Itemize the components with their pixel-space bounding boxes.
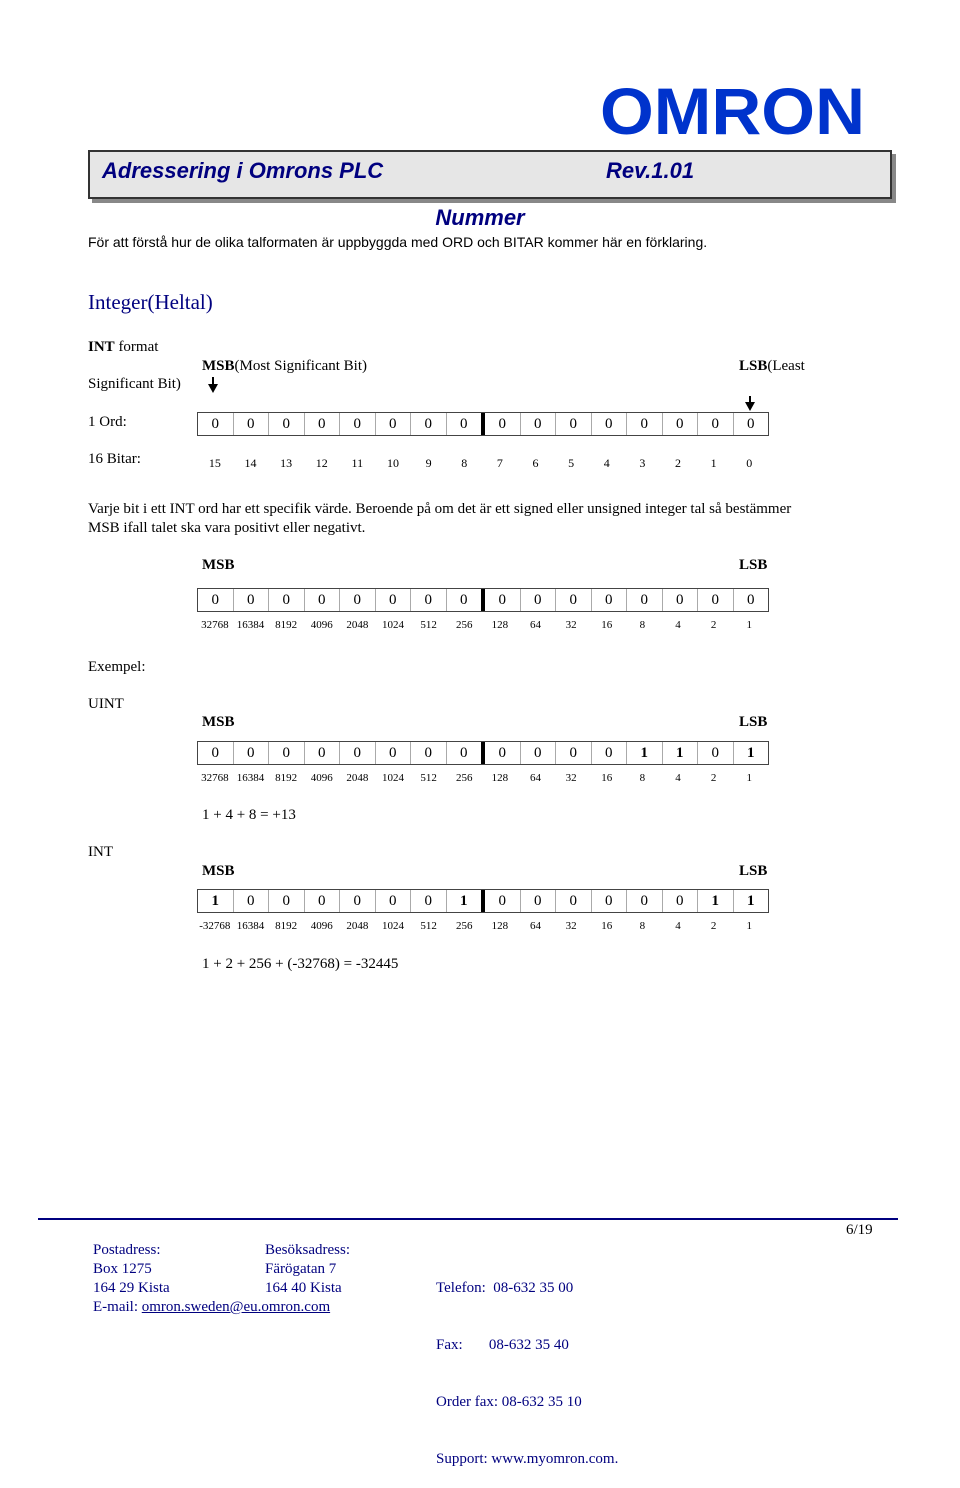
bit-weight: 1024: [381, 772, 404, 784]
bit-position: 15: [208, 456, 221, 470]
bit-cell: 0: [698, 413, 734, 435]
bit-cell: 0: [627, 413, 663, 435]
bit-weight: 512: [420, 619, 437, 631]
bit-weight: -32768: [199, 920, 231, 932]
paragraph-line-2: MSB ifall talet ska vara positivt eller negativt.: [88, 520, 366, 536]
bit-cell: 0: [305, 742, 341, 764]
bit-cell: 1: [447, 890, 486, 912]
bit-row-uint: [197, 741, 769, 765]
bit-cell: 1: [627, 742, 663, 764]
uint-label: UINT: [88, 696, 124, 712]
bit-weight: 64: [529, 619, 541, 631]
bitar-label: 16 Bitar:: [88, 451, 141, 467]
bit-weight: 8: [639, 772, 646, 784]
bit-cell: 0: [376, 413, 412, 435]
bit-row-int: [197, 889, 769, 913]
bit-weight: 16384: [236, 772, 265, 784]
bit-position: 1: [710, 456, 717, 470]
msb-arrow-icon: [208, 384, 218, 393]
bit-cell: 0: [485, 890, 521, 912]
bit-position: 3: [639, 456, 646, 470]
bit-weight: 2048: [346, 772, 369, 784]
bit-cell: 0: [556, 890, 592, 912]
bit-cell: 0: [376, 890, 412, 912]
bit-cell: 0: [521, 742, 557, 764]
bit-weight: 4096: [310, 619, 333, 631]
section-title: Nummer: [435, 205, 525, 230]
bit-weight: 128: [491, 920, 509, 932]
bit-cell: 0: [269, 413, 305, 435]
lsb-description: [739, 358, 805, 375]
bit-cell: 1: [663, 742, 699, 764]
bit-position: 12: [315, 456, 328, 470]
footer-fax: Fax: 08-632 35 40: [436, 1337, 569, 1353]
bit-cell: 0: [747, 416, 755, 432]
bit-cell: 1: [747, 893, 755, 909]
document-title: Adressering i Omrons PLC: [102, 158, 384, 183]
bit-cell: 0: [411, 742, 447, 764]
bit-weight: 512: [420, 920, 437, 932]
bit-position: 0: [746, 456, 753, 470]
int-sum: 1 + 2 + 256 + (-32768) = -32445: [202, 956, 399, 972]
bit-row-word: [197, 412, 769, 436]
bit-weight: 8: [639, 619, 646, 631]
lsb-arrow-icon: [745, 402, 755, 411]
bit-weight: 2048: [346, 619, 369, 631]
bit-cell: 0: [521, 413, 557, 435]
bit-cell: 0: [269, 742, 305, 764]
footer-visit-street: Färögatan 7: [265, 1261, 337, 1277]
footer-email-line: [93, 1298, 330, 1317]
bit-weight: 1: [746, 772, 752, 784]
uint-lsb-label: LSB: [739, 714, 768, 730]
bit-cell: 0: [592, 742, 628, 764]
bit-cell: 0: [663, 589, 699, 611]
footer-postal-city: 164 29 Kista: [93, 1280, 170, 1296]
bit-cell: 0: [485, 589, 521, 611]
bit-cell: 0: [198, 589, 234, 611]
bit-row-weights: [197, 588, 769, 612]
footer-visit: [265, 1241, 350, 1298]
bit-cell: 0: [698, 742, 734, 764]
int-format-rest: format: [114, 339, 159, 355]
int-lsb-label: LSB: [739, 863, 768, 879]
bit-position: 14: [244, 456, 257, 470]
bit-cell: 1: [198, 890, 234, 912]
bit-weight: 8192: [275, 920, 298, 932]
intro-text: För att förstå hur de olika talformaten är uppbyggda med ORD och BITAR kommer här en förklaring.: [88, 234, 708, 250]
bit-cell: 0: [376, 742, 412, 764]
page-number: 6/19: [846, 1222, 873, 1238]
bit-weight: 32: [565, 920, 577, 932]
bit-cell: 0: [198, 742, 234, 764]
bit-weight: 2: [710, 619, 717, 631]
bit-cell: 0: [592, 413, 628, 435]
msb-description: [202, 358, 367, 375]
footer-contact: [436, 1241, 618, 1488]
bit-cell: 0: [485, 742, 521, 764]
exempel-label: Exempel:: [88, 659, 146, 675]
int-format-label: [88, 339, 158, 356]
bit-cell: 0: [556, 413, 592, 435]
bit-cell: 0: [627, 589, 663, 611]
int-label: INT: [88, 844, 113, 860]
bit-cell: 0: [340, 890, 376, 912]
footer-order-fax: Order fax: 08-632 35 10: [436, 1394, 582, 1410]
bit-cell: 0: [663, 413, 699, 435]
int-format-bold: INT: [88, 339, 115, 355]
lsb-label: LSB: [739, 557, 768, 573]
bit-weight: 256: [455, 772, 473, 784]
bit-weight: 32768: [201, 619, 229, 631]
bit-cell: 0: [269, 890, 305, 912]
bit-cell: 1: [747, 745, 755, 761]
bit-cell: 0: [556, 589, 592, 611]
bit-cell: 0: [747, 592, 755, 608]
bit-cell: 0: [485, 413, 521, 435]
significant-bit-label: Significant Bit): [88, 376, 181, 392]
bit-weight: 512: [420, 772, 437, 784]
bit-cell: 0: [234, 413, 270, 435]
bit-weight: 128: [491, 619, 509, 631]
bit-weight: 16: [601, 920, 613, 932]
bit-cell: 0: [447, 413, 486, 435]
bit-position: 11: [351, 456, 364, 470]
uint-sum: 1 + 4 + 8 = +13: [202, 807, 296, 823]
bit-cell: 0: [592, 589, 628, 611]
bit-weight: 8192: [275, 772, 298, 784]
bit-cell: 0: [411, 589, 447, 611]
bit-weight: 2: [710, 772, 717, 784]
bit-position: 8: [461, 456, 468, 470]
bit-cell: 0: [376, 589, 412, 611]
bit-cell: 0: [234, 742, 270, 764]
bit-cell: 0: [556, 742, 592, 764]
weight-row: [197, 619, 767, 631]
bit-cell: 0: [411, 890, 447, 912]
bit-weight: 16: [601, 772, 613, 784]
bit-weight: 1024: [381, 920, 404, 932]
footer-divider: [38, 1218, 898, 1220]
int-msb-label: MSB: [202, 863, 235, 879]
uint-msb-label: MSB: [202, 714, 235, 730]
bit-weight: 2: [710, 920, 717, 932]
logo-text: OMRON: [600, 82, 865, 138]
bit-cell: 0: [234, 589, 270, 611]
bit-cell: 0: [340, 589, 376, 611]
bit-weight: 16384: [236, 619, 265, 631]
bit-weight: 2048: [346, 920, 369, 932]
bit-weight: 32768: [201, 772, 229, 784]
bit-weight: 1: [746, 619, 752, 631]
bit-cell: 0: [305, 589, 341, 611]
bit-weight: 16: [601, 619, 613, 631]
bit-position: 10: [386, 456, 399, 470]
bit-position: 4: [603, 456, 610, 470]
footer-postal-box: Box 1275: [93, 1261, 152, 1277]
uint-weight-row: [197, 772, 767, 784]
bit-cell: 0: [447, 742, 486, 764]
bit-weight: 256: [455, 920, 473, 932]
bit-cell: 0: [521, 890, 557, 912]
bit-weight: 1: [746, 920, 752, 932]
bit-cell: 0: [305, 413, 341, 435]
bit-weight: 4096: [310, 920, 333, 932]
paragraph-line-1: Varje bit i ett INT ord har ett specifik värde. Beroende på om det är ett signed eller unsigned integer tal så bestämmer: [88, 501, 792, 517]
footer-email-prefix: E-mail:: [93, 1299, 142, 1315]
bit-cell: 1: [698, 890, 734, 912]
bit-cell: 0: [521, 589, 557, 611]
bit-weight: 4: [675, 619, 681, 631]
lsb-description-bold: LSB: [739, 358, 768, 374]
bit-weight: 4: [675, 920, 681, 932]
bit-weight: 128: [491, 772, 509, 784]
footer-postal-heading: Postadress:: [93, 1242, 161, 1258]
bit-cell: 0: [305, 890, 341, 912]
footer-phone: Telefon: 08-632 35 00: [436, 1280, 574, 1296]
bit-position: 9: [425, 456, 432, 470]
bit-weight: 64: [529, 772, 541, 784]
bit-cell: 0: [198, 413, 234, 435]
bit-position: 5: [568, 456, 575, 470]
bit-weight: 4: [675, 772, 681, 784]
bit-cell: 0: [411, 413, 447, 435]
bit-weight: 1024: [381, 619, 404, 631]
msb-description-bold: MSB: [202, 358, 235, 374]
bit-weight: 32: [565, 619, 577, 631]
revision-label: Rev.1.01: [606, 158, 695, 183]
lsb-description-rest: (Least: [767, 358, 805, 374]
bit-cell: 0: [269, 589, 305, 611]
footer-visit-city: 164 40 Kista: [265, 1280, 342, 1296]
bit-position: 6: [532, 456, 539, 470]
footer-visit-heading: Besöksadress:: [265, 1242, 350, 1258]
bit-weight: 8192: [275, 619, 298, 631]
ord-label: 1 Ord:: [88, 414, 127, 430]
bit-cell: 0: [698, 589, 734, 611]
bit-position-row: [197, 456, 767, 471]
bit-weight: 8: [639, 920, 646, 932]
bit-cell: 0: [340, 413, 376, 435]
bit-weight: 256: [455, 619, 473, 631]
bit-position: 7: [496, 456, 503, 470]
footer-support[interactable]: Support: www.myomron.com.: [436, 1451, 619, 1467]
bit-cell: 0: [592, 890, 628, 912]
subheading: Integer(Heltal): [88, 290, 213, 314]
footer-email-link[interactable]: omron.sweden@eu.omron.com: [141, 1299, 331, 1315]
bit-cell: 0: [627, 890, 663, 912]
omron-logo: [600, 82, 865, 138]
bit-cell: 0: [663, 890, 699, 912]
bit-weight: 16384: [236, 920, 265, 932]
bit-cell: 0: [447, 589, 486, 611]
bit-weight: 4096: [310, 772, 333, 784]
bit-cell: 0: [340, 742, 376, 764]
bit-weight: 64: [529, 920, 541, 932]
bit-position: 2: [674, 456, 681, 470]
int-weight-row: [197, 920, 767, 932]
bit-cell: 0: [234, 890, 270, 912]
msb-label: MSB: [202, 557, 235, 573]
bit-position: 13: [280, 456, 293, 470]
bit-weight: 32: [565, 772, 577, 784]
msb-description-rest: (Most Significant Bit): [234, 358, 368, 374]
